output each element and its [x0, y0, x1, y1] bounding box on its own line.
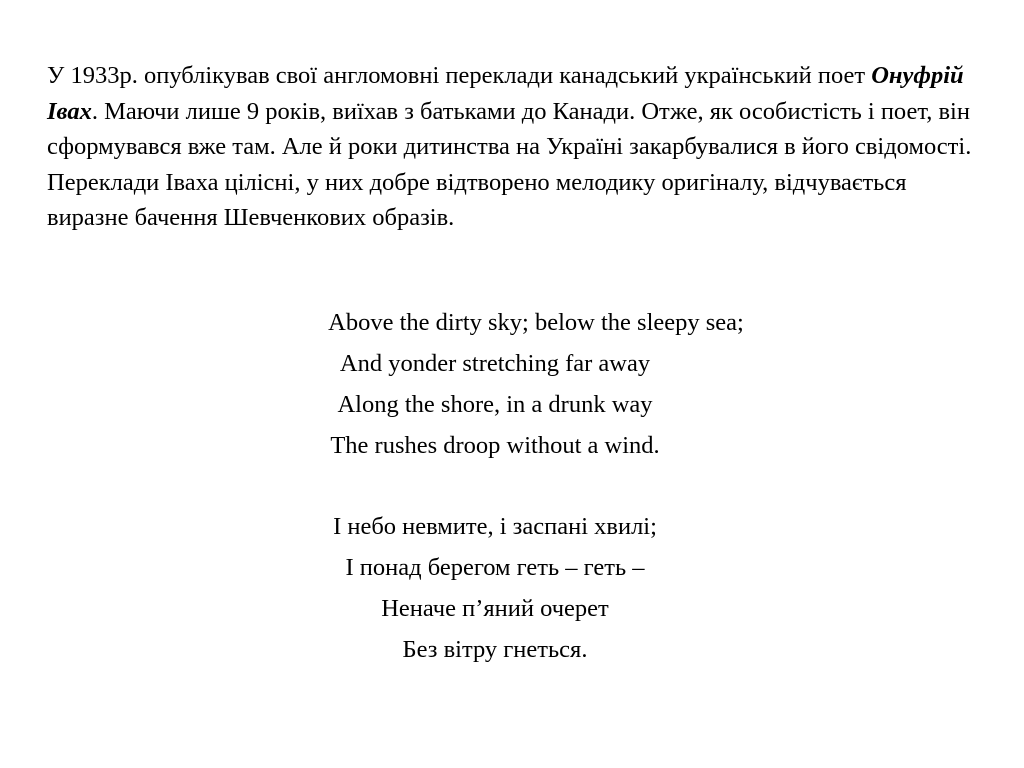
poet-name: Онуфрій Івах: [47, 62, 964, 125]
ukrainian-line-1: І небо невмите, і заспані хвилі;: [333, 513, 657, 540]
english-stanza: [0, 302, 1024, 466]
ukrainian-line-3: Неначе п’яний очерет: [381, 595, 609, 622]
ukrainian-line-4: Без вітру гнеться.: [402, 636, 588, 663]
english-line-4: The rushes droop without a wind.: [330, 432, 660, 459]
intro-text-before-name: У 1933р. опублікував свої англомовні переклади канадський український поет: [47, 62, 872, 89]
english-line-3: Along the shore, in a drunk way: [337, 391, 653, 418]
english-line-1: Above the dirty sky; below the sleepy sea;: [328, 309, 744, 336]
intro-paragraph: [47, 58, 987, 236]
ukrainian-line-2: І понад берегом геть – геть –: [345, 554, 645, 581]
intro-text-after-name: . Маючи лише 9 років, виїхав з батьками до Канади. Отже, як особистість і поет, він сформувався вже там. Але й роки дитинства на Україні закарбувалися в його свідомості. Переклади Іваха цілісні, у них добре відтворено мелодику оригіналу, відчувається виразне бачення Шевченкових образів.: [47, 97, 972, 231]
ukrainian-stanza: [0, 506, 1024, 670]
english-line-2: And yonder stretching far away: [339, 350, 651, 377]
intro-text: [47, 58, 987, 236]
